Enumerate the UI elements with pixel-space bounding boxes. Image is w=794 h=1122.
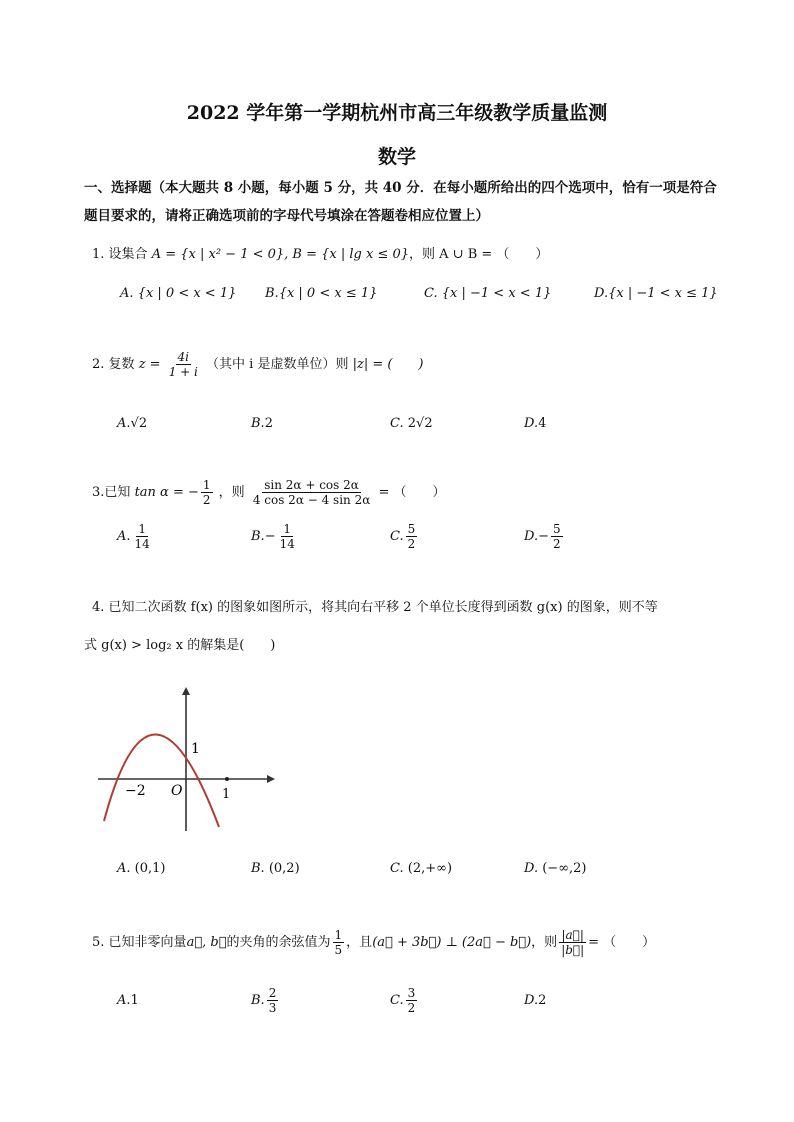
section-header: 一、选择题（本大题共 8 小题，每小题 5 分，共 40 分．在每小题所给出的四个选项中，恰有一项是符合题目要求的，请将正确选项前的字母代号填涂在答题卷相应位置上） [84,180,717,224]
option-text: 2√2 [407,416,433,431]
question-4-stem-line-2: 式 g(x) > log₂ x 的解集是( ) [84,638,276,653]
stem-text: = （ ） [378,485,446,500]
option-letter: D. [594,286,609,301]
denominator: 3 [268,1001,277,1015]
question-4-stem-line-1 [92,596,658,615]
denominator: 2 [407,1001,416,1015]
label-y-one: 1 [191,741,200,757]
option-letter: D. [524,416,539,431]
question-2-option-d[interactable] [524,416,546,431]
fraction [551,522,563,551]
question-5-stem [92,928,655,957]
fraction [406,986,418,1015]
option-text: 4 [538,416,547,431]
stem-text: （其中 i 是虚数单位）则 [206,357,349,372]
question-2-option-c[interactable] [390,416,433,431]
option-text: 2 [264,416,273,431]
fraction [133,522,152,551]
question-5-option-d[interactable] [524,993,546,1008]
denominator: 5 [334,943,343,957]
option-text: (0,2) [268,861,300,876]
option-letter: D. [524,993,539,1008]
option-letter: B. [251,529,265,544]
denominator: 2 [202,493,211,507]
perpendicular-condition: (a⃗ + 3b⃗) ⊥ (2a⃗ − b⃗) [372,935,532,950]
stem-text: ，则 [531,935,558,950]
option-letter: B. [251,861,265,876]
label-x-one: 1 [222,787,231,802]
denominator: 4 cos 2α − 4 sin 2α [252,493,371,507]
numerator: 3 [407,986,416,1000]
question-1-option-d[interactable] [594,286,718,301]
option-text: (−∞,2) [542,861,587,876]
option-letter: A. [117,993,131,1008]
option-text: √2 [130,416,148,431]
fraction [267,986,279,1015]
denominator: 2 [407,537,416,551]
option-letter: B. [251,416,265,431]
question-number: 3. [92,485,105,500]
option-sign: − [538,529,549,544]
question-5-option-b[interactable] [251,986,280,1015]
stem-text: 的夹角的余弦值为 [226,935,331,950]
question-5-option-c[interactable] [390,986,419,1015]
option-letter: A. [120,286,134,301]
stem-text: 复数 [108,357,135,372]
stem-text: ，则 A ∪ B = （ ） [409,247,549,262]
question-number: 5. [92,935,105,950]
numerator: 2 [268,986,277,1000]
question-1-option-a[interactable] [120,286,236,301]
question-1-option-c[interactable] [424,286,551,301]
fraction [406,522,418,551]
stem-text: |z| = ( ) [352,357,424,372]
denominator: |b⃗| [561,943,585,957]
stem-text: = （ ） [588,935,656,950]
numerator: 5 [553,522,561,536]
numerator: 1 [283,522,292,536]
stem-text: ，且 [346,935,373,950]
option-letter: B. [251,993,265,1008]
question-2-stem [92,350,424,379]
question-number: 2. [92,357,105,372]
numerator: |a⃗| [561,928,584,942]
ratio-fraction [559,928,586,957]
option-letter: A. [117,861,131,876]
point-marker [225,777,229,781]
question-2-option-b[interactable] [251,416,273,431]
option-text: {x | 0 < x ≤ 1} [278,286,378,301]
option-letter: C. [390,529,404,544]
question-1-stem [92,243,548,262]
label-origin: O [171,783,183,799]
option-letter: A. [117,529,131,544]
denominator: 2 [553,537,561,551]
fraction [333,928,345,957]
denominator: 1 + i [168,365,198,379]
question-4-option-b[interactable] [251,861,300,876]
numerator: 1 [334,928,343,942]
page-title: 2022 学年第一学期杭州市高三年级教学质量监测 [186,102,608,124]
x-axis-arrow [267,775,275,783]
numerator: 5 [407,522,416,536]
quadratic-graph [95,685,275,835]
numerator: 4i [177,350,190,364]
set-definition: A = {x | x² − 1 < 0}, B = {x | lg x ≤ 0} [151,247,410,262]
option-text: (0,1) [134,861,166,876]
stem-text: ，则 [218,485,245,500]
option-letter: C. [390,861,404,876]
question-3-option-b[interactable] [251,522,299,551]
stem-text: 已知二次函数 f(x) 的图象如图所示，将其向右平移 2 个单位长度得到函数 g(x) 的图象，则不等 [108,600,658,615]
option-text: 2 [538,993,547,1008]
vector-names: a⃗, b⃗ [186,935,227,950]
question-2-option-a[interactable] [117,416,147,431]
expression-fraction [251,478,373,507]
option-letter: D. [524,529,539,544]
fraction [201,478,213,507]
question-1-option-b[interactable] [265,286,377,301]
option-text: {x | 0 < x < 1} [137,286,237,301]
option-letter: C. [390,993,404,1008]
option-letter: C. [390,416,404,431]
denominator: 14 [134,537,150,551]
parabola-curve [104,734,219,827]
option-letter: A. [117,416,131,431]
option-letter: C. [424,286,438,301]
option-text: (2,+∞) [407,861,453,876]
option-letter: B. [265,286,279,301]
question-3-option-c[interactable] [390,522,419,551]
stem-text: 已知 [104,485,131,500]
label-neg-two: −2 [125,783,146,799]
option-text: {x | −1 < x < 1} [441,286,552,301]
z-equals: z = [138,357,161,372]
fraction [167,350,200,379]
question-5-option-a[interactable] [117,993,139,1008]
subject-title: 数学 [377,146,416,168]
stem-text: 设集合 [108,247,148,262]
numerator: sin 2α + cos 2α [264,478,359,492]
option-text: {x | −1 < x ≤ 1} [608,286,718,301]
numerator: 1 [202,478,211,492]
question-3-stem [92,478,446,507]
option-sign: − [264,529,276,544]
question-3-option-d[interactable] [524,522,565,551]
question-4-option-a[interactable] [117,861,166,876]
question-number: 1. [92,247,105,262]
option-text: 1 [130,993,139,1008]
question-3-option-a[interactable] [117,522,154,551]
question-number: 4. [92,600,105,615]
y-axis-arrow [182,687,190,695]
numerator: 1 [138,522,146,536]
fraction [278,522,297,551]
stem-text: 已知非零向量 [108,935,187,950]
question-4-option-d[interactable] [524,861,587,876]
tan-equals: tan α = − [134,485,199,500]
option-letter: D. [524,861,539,876]
question-4-option-c[interactable] [390,861,452,876]
denominator: 14 [279,537,295,551]
